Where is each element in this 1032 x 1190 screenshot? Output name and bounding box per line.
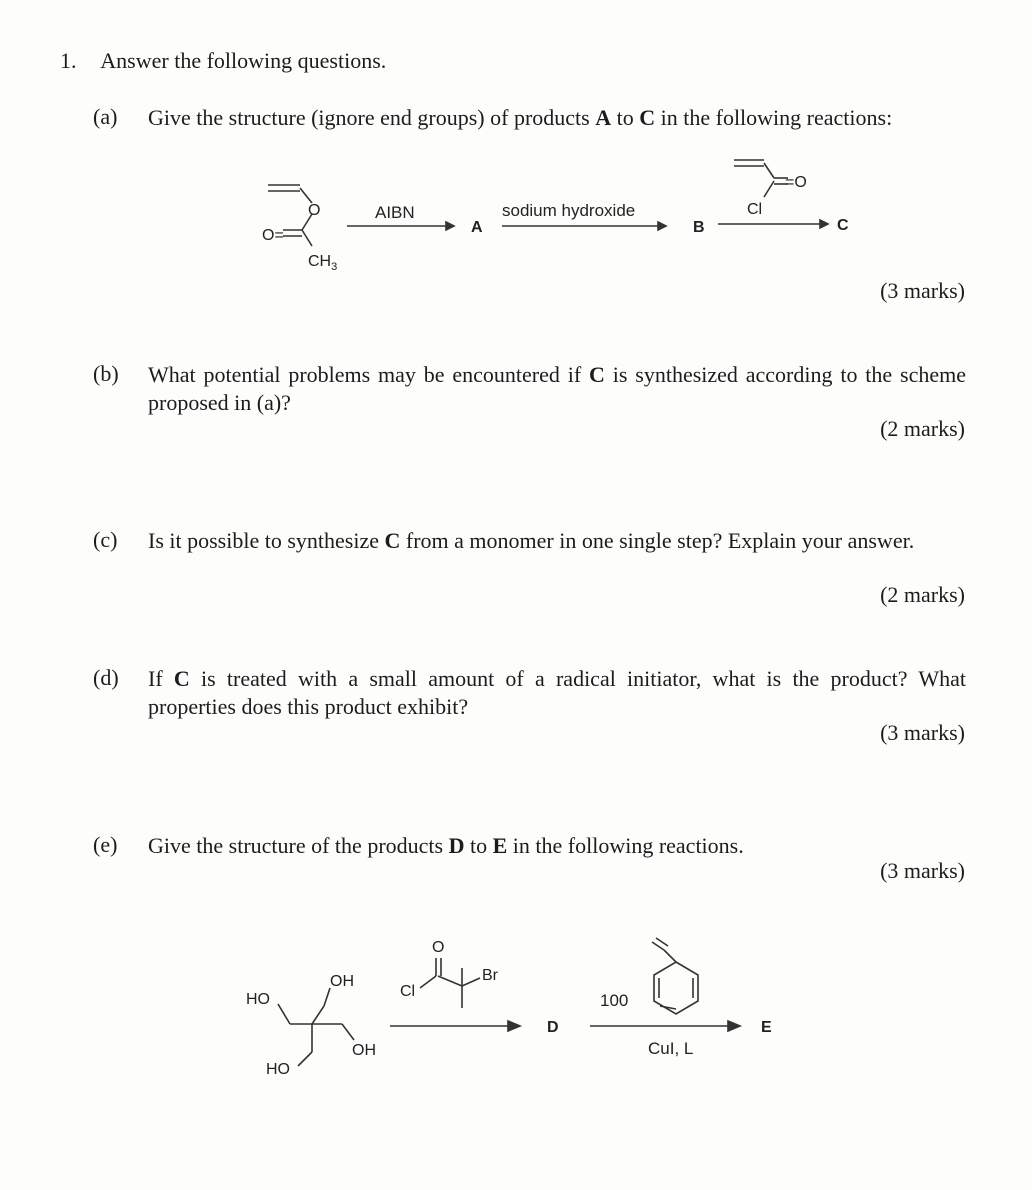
styrene-vinyl-double-1 bbox=[652, 942, 664, 950]
part-a-text-pre: Give the structure (ignore end groups) of products bbox=[148, 105, 596, 130]
methyl-label bbox=[308, 253, 337, 273]
carbonyl-oxygen-label: O= bbox=[262, 227, 284, 244]
product-a-label: A bbox=[471, 219, 483, 236]
bib-bond-c-br bbox=[462, 978, 480, 986]
acryloyl-chloride-structure bbox=[734, 160, 807, 218]
pe-bond-ho-top bbox=[278, 1004, 290, 1024]
styrene-vinyl-bond bbox=[664, 950, 676, 962]
arrow-3-head bbox=[820, 220, 828, 228]
bib-bromine-label: Br bbox=[482, 967, 498, 984]
arrow-e-head bbox=[728, 1021, 740, 1031]
question-title: Answer the following questions. bbox=[100, 48, 387, 73]
reaction-scheme-a bbox=[240, 150, 880, 280]
pe-bond-ho-bottom bbox=[298, 1052, 312, 1066]
part-e-marks: (3 marks) bbox=[880, 858, 965, 883]
bromoisobutyryl-chloride-structure bbox=[400, 939, 499, 1008]
pe-bond-oh-bottom bbox=[342, 1024, 354, 1040]
part-a-text-mid: to bbox=[611, 105, 640, 130]
pe-oh-bottom-label: OH bbox=[352, 1042, 376, 1059]
part-e-bold-d: D bbox=[448, 833, 465, 858]
product-e-label: E bbox=[761, 1019, 772, 1036]
part-e-text-pre: Give the structure of the products bbox=[148, 833, 449, 858]
acryl-bond-c-cl bbox=[764, 181, 774, 197]
part-b-marks: (2 marks) bbox=[880, 416, 965, 441]
part-b-text-pre: What potential problems may be encountered if bbox=[148, 362, 590, 387]
part-b-bold-c: C bbox=[589, 362, 605, 387]
styrene-structure bbox=[652, 938, 698, 1014]
part-a-bold-c: C bbox=[639, 105, 656, 130]
part-a-bold-a: A bbox=[595, 105, 612, 130]
pe-bond-up-right bbox=[312, 1006, 324, 1024]
bib-bond-c-c bbox=[438, 976, 462, 986]
bib-bond-cl-c bbox=[420, 976, 436, 988]
reagent-sodium-hydroxide: sodium hydroxide bbox=[502, 201, 636, 220]
ester-oxygen-label: O bbox=[308, 202, 321, 219]
styrene-vinyl-double-2 bbox=[656, 938, 668, 946]
pe-oh-top-label: OH bbox=[330, 973, 354, 990]
pentaerythritol-structure bbox=[246, 973, 376, 1078]
bond-c-ch3 bbox=[302, 230, 312, 246]
acryl-bond-c-c bbox=[764, 163, 774, 178]
part-d-text-post: is treated with a small amount of a radical initiator, what is the product? What properties does this product exhibit? bbox=[148, 666, 966, 719]
vinyl-acetate-structure bbox=[262, 185, 337, 273]
bib-chlorine-label: Cl bbox=[400, 983, 416, 1000]
part-c-text-post: from a monomer in one single step? Explain your answer. bbox=[400, 528, 915, 553]
methyl-subscript: 3 bbox=[331, 261, 338, 273]
arrow-2-head bbox=[658, 222, 666, 230]
part-c-text bbox=[148, 527, 992, 555]
part-d-label: (d) bbox=[93, 665, 119, 690]
part-e-text-post: in the following reactions. bbox=[507, 833, 744, 858]
part-d-text-pre: If bbox=[148, 666, 174, 691]
reagent-aibn: AIBN bbox=[375, 203, 415, 222]
product-c-label: C bbox=[837, 217, 849, 234]
product-b-label: B bbox=[693, 219, 705, 236]
ratio-100: 100 bbox=[600, 991, 629, 1010]
pe-ho-top-label: HO bbox=[246, 991, 270, 1008]
bond-c-o bbox=[300, 188, 312, 203]
product-d-label: D bbox=[547, 1019, 559, 1036]
part-d-bold-c: C bbox=[173, 666, 190, 691]
part-e-text-mid: to bbox=[464, 833, 493, 858]
catalyst-cui-l: CuI, L bbox=[648, 1039, 694, 1058]
part-a-text bbox=[148, 104, 966, 132]
part-a-text-post: in the following reactions: bbox=[655, 105, 893, 130]
arrow-d-head bbox=[508, 1021, 520, 1031]
part-c-bold-c: C bbox=[384, 528, 401, 553]
part-e-bold-e: E bbox=[492, 833, 508, 858]
bib-oxygen-label: O bbox=[432, 939, 445, 956]
acryl-chlorine-label: Cl bbox=[747, 201, 763, 218]
part-e-label: (e) bbox=[93, 832, 118, 857]
part-a-marks: (3 marks) bbox=[880, 278, 965, 303]
part-b-text-post: is synthesized according to the scheme proposed in (a)? bbox=[148, 362, 966, 415]
part-c-marks: (2 marks) bbox=[880, 582, 965, 607]
part-e-text bbox=[148, 832, 966, 860]
question-heading bbox=[60, 48, 386, 74]
part-b-text bbox=[148, 361, 966, 417]
part-b-label: (b) bbox=[93, 361, 119, 386]
reaction-scheme-e bbox=[240, 928, 800, 1088]
methyl-ch: CH bbox=[308, 253, 332, 270]
part-d-text bbox=[148, 665, 966, 721]
part-a-label: (a) bbox=[93, 104, 118, 129]
pe-ho-bottom-label: HO bbox=[266, 1061, 290, 1078]
question-number: 1. bbox=[60, 48, 77, 73]
part-c-label: (c) bbox=[93, 527, 118, 552]
pe-bond-oh-top bbox=[324, 988, 330, 1006]
part-c-text-pre: Is it possible to synthesize bbox=[148, 528, 385, 553]
acryl-oxygen-label: =O bbox=[785, 174, 807, 191]
part-d-marks: (3 marks) bbox=[880, 720, 965, 745]
arrow-1-head bbox=[446, 222, 454, 230]
